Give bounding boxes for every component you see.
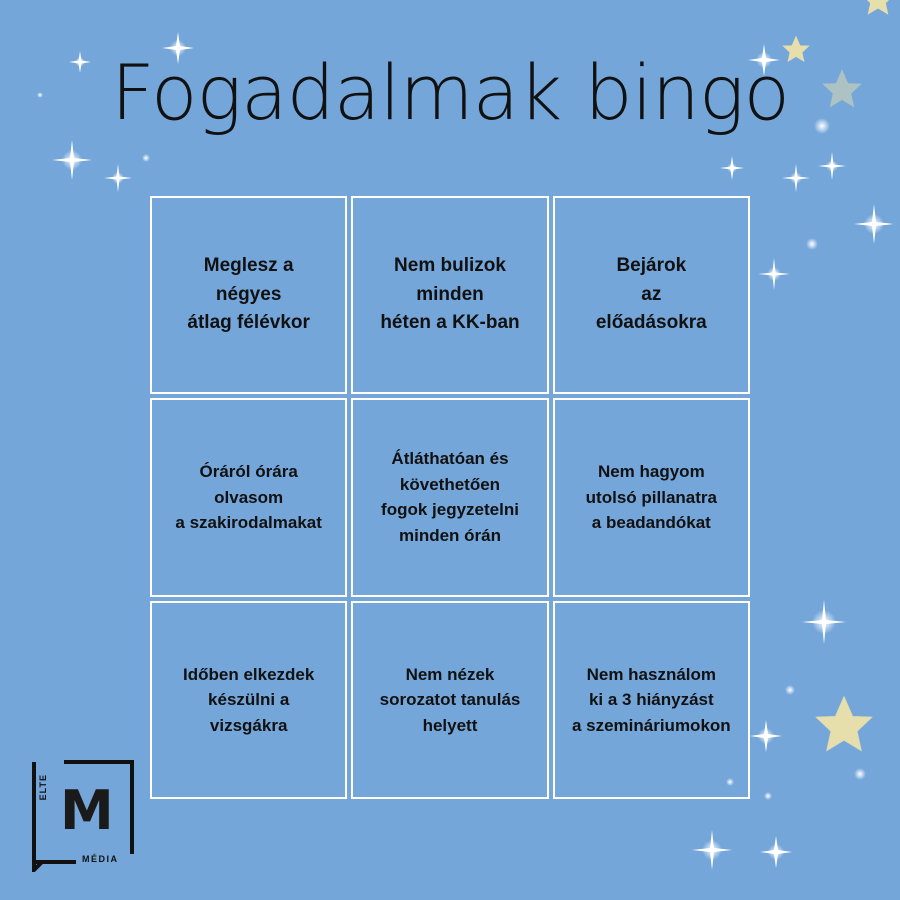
page-title: Fogadalmak bingo bbox=[110, 48, 790, 137]
bingo-cell-text: Nem hagyom utolsó pillanatra a beadandókat bbox=[585, 462, 717, 533]
bingo-cell[interactable] bbox=[150, 398, 347, 596]
logo-letter: M bbox=[60, 779, 114, 842]
bingo-cell[interactable] bbox=[553, 601, 750, 799]
bingo-cell-text: Időben elkezdek készülni a vizsgákra bbox=[183, 664, 315, 735]
bingo-cell-text: Óráról órára olvasom a szakirodalmakat bbox=[175, 462, 322, 533]
bingo-cell-text: Nem nézek sorozatot tanulás helyett bbox=[379, 664, 521, 735]
logo-elte-text: ELTE bbox=[38, 774, 48, 801]
bingo-cell-text: Átláthatóan és követhetően fogok jegyzetelni minden órán bbox=[381, 449, 519, 545]
bingo-cell[interactable] bbox=[150, 601, 347, 799]
logo-media-text: MÉDIA bbox=[82, 854, 119, 864]
bingo-cell[interactable] bbox=[351, 196, 548, 394]
bingo-cell-text: Nem bulizok minden héten a KK-ban bbox=[380, 255, 520, 334]
bingo-cell[interactable] bbox=[150, 196, 347, 394]
bingo-cell[interactable] bbox=[351, 601, 548, 799]
elte-media-logo bbox=[30, 758, 136, 872]
bingo-cell-text: Bejárok az előadásokra bbox=[595, 255, 707, 334]
bingo-cell[interactable] bbox=[351, 398, 548, 596]
bingo-grid bbox=[150, 196, 750, 799]
bingo-cell-text: Meglesz a négyes átlag félévkor bbox=[187, 255, 310, 334]
bingo-cell-text: Nem használom ki a 3 hiányzást a szemináriumokon bbox=[571, 664, 731, 735]
bingo-cell[interactable] bbox=[553, 196, 750, 394]
bingo-cell[interactable] bbox=[553, 398, 750, 596]
